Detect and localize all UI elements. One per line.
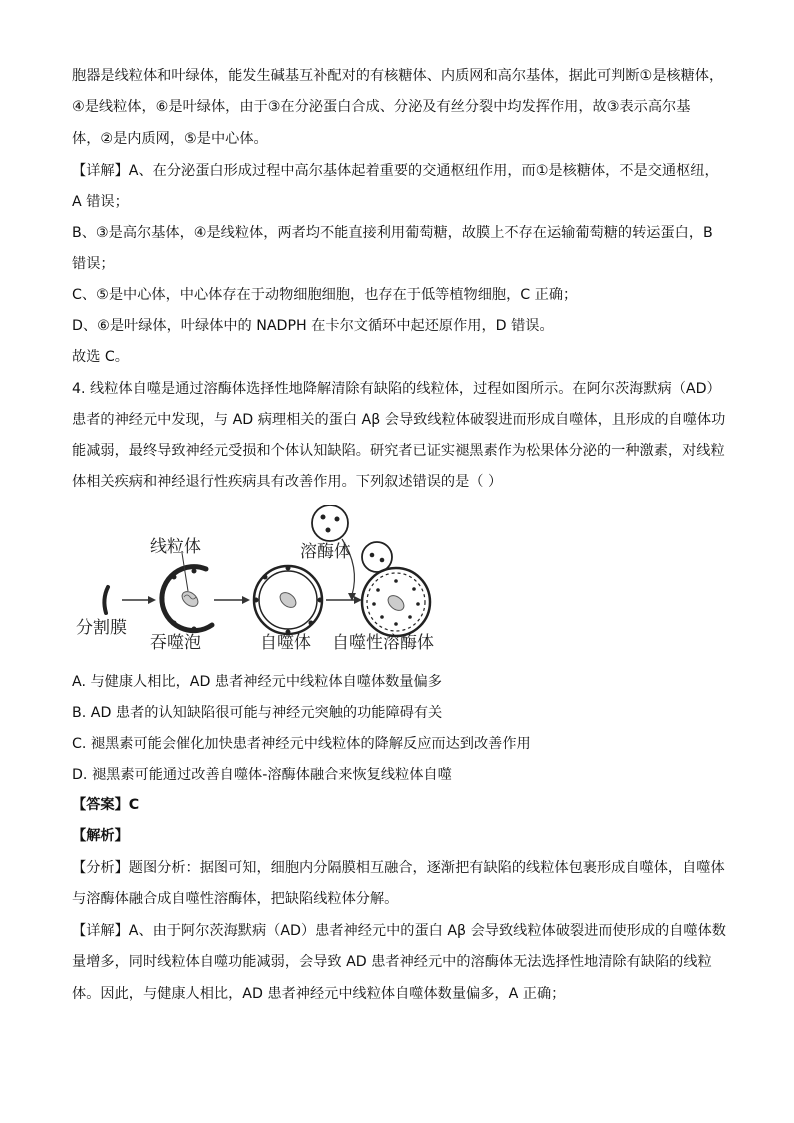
text-line: B、③是高尔基体，④是线粒体，两者均不能直接利用葡萄糖，故膜上不存在运输葡萄糖的转运蛋白，B xyxy=(72,225,713,241)
text-line: 与溶酶体融合成自噬性溶酶体，把缺陷线粒体分解。 xyxy=(72,891,399,907)
label-phagophore: 吞噬泡 xyxy=(150,633,201,653)
text-line: 故选 C。 xyxy=(72,349,129,365)
text-line: C、⑤是中心体，中心体存在于动物细胞细胞，也存在于低等植物细胞，C 正确； xyxy=(72,287,578,303)
label-lysosome: 溶酶体 xyxy=(300,542,351,562)
question-stem: 能减弱，最终导致神经元受损和个体认知缺陷。研究者已证实褪黑素作为松果体分泌的一种激素，对线粒 xyxy=(72,443,725,459)
option-b: B. AD 患者的认知缺陷很可能与神经元突触的功能障碍有关 xyxy=(72,705,443,721)
text-line: 【详解】A、由于阿尔茨海默病（AD）患者神经元中的蛋白 Aβ 会导致线粒体破裂进而使形成的自噬体数 xyxy=(72,923,726,939)
question-stem: 4. 线粒体自噬是通过溶酶体选择性地降解清除有缺陷的线粒体，过程如图所示。在阿尔茨海默病（AD） xyxy=(72,381,721,397)
text-line: 量增多，同时线粒体自噬功能减弱，会导致 AD 患者神经元中的溶酶体无法选择性地清除有缺陷的线粒 xyxy=(72,954,712,970)
text-line: 体。因此，与健康人相比，AD 患者神经元中线粒体自噬体数量偏多，A 正确； xyxy=(72,986,566,1002)
question-stem: 患者的神经元中发现，与 AD 病理相关的蛋白 Aβ 会导致线粒体破裂进而形成自噬体，且形成的自噬体功 xyxy=(72,412,726,428)
text-line: 【详解】A、在分泌蛋白形成过程中高尔基体起着重要的交通枢纽作用，而①是核糖体，不是交通枢纽， xyxy=(72,163,719,179)
mitochondrion-shape xyxy=(179,589,201,610)
label-autophagosome: 自噬体 xyxy=(260,633,311,653)
analysis-heading: 【解析】 xyxy=(72,828,129,844)
option-c: C. 褪黑素可能会催化加快患者神经元中线粒体的降解反应而达到改善作用 xyxy=(72,736,531,752)
option-d: D. 褪黑素可能通过改善自噬体-溶酶体融合来恢复线粒体自噬 xyxy=(72,767,452,783)
lysosome-shape xyxy=(312,505,348,541)
label-autolysosome: 自噬性溶酶体 xyxy=(332,633,434,653)
text-line: A 错误； xyxy=(72,194,129,210)
option-a: A. 与健康人相比，AD 患者神经元中线粒体自噬体数量偏多 xyxy=(72,674,442,690)
question-stem: 体相关疾病和神经退行性疾病具有改善作用。下列叙述错误的是（ ） xyxy=(72,474,503,490)
text-line: D、⑥是叶绿体，叶绿体中的 NADPH 在卡尔文循环中起还原作用，D 错误。 xyxy=(72,318,554,334)
text-line: 胞器是线粒体和叶绿体，能发生碱基互补配对的有核糖体、内质网和高尔基体，据此可判断①是核糖体， xyxy=(72,68,724,84)
text-line: 【分析】题图分析：据图可知，细胞内分隔膜相互融合，逐渐把有缺陷的线粒体包裹形成自噬体，自噬体 xyxy=(72,860,725,876)
isolation-membrane-shape xyxy=(104,587,108,613)
text-line: 错误； xyxy=(72,256,115,272)
mitophagy-diagram xyxy=(70,505,470,655)
text-line: ④是线粒体，⑥是叶绿体，由于③在分泌蛋白合成、分泌及有丝分裂中均发挥作用，故③表示高尔基 xyxy=(72,99,691,115)
answer-label: 【答案】C xyxy=(72,797,140,813)
label-mitochondrion: 线粒体 xyxy=(150,537,201,557)
text-line: 体，②是内质网，⑤是中心体。 xyxy=(72,131,268,147)
label-isolation-membrane: 分割膜 xyxy=(76,618,127,638)
